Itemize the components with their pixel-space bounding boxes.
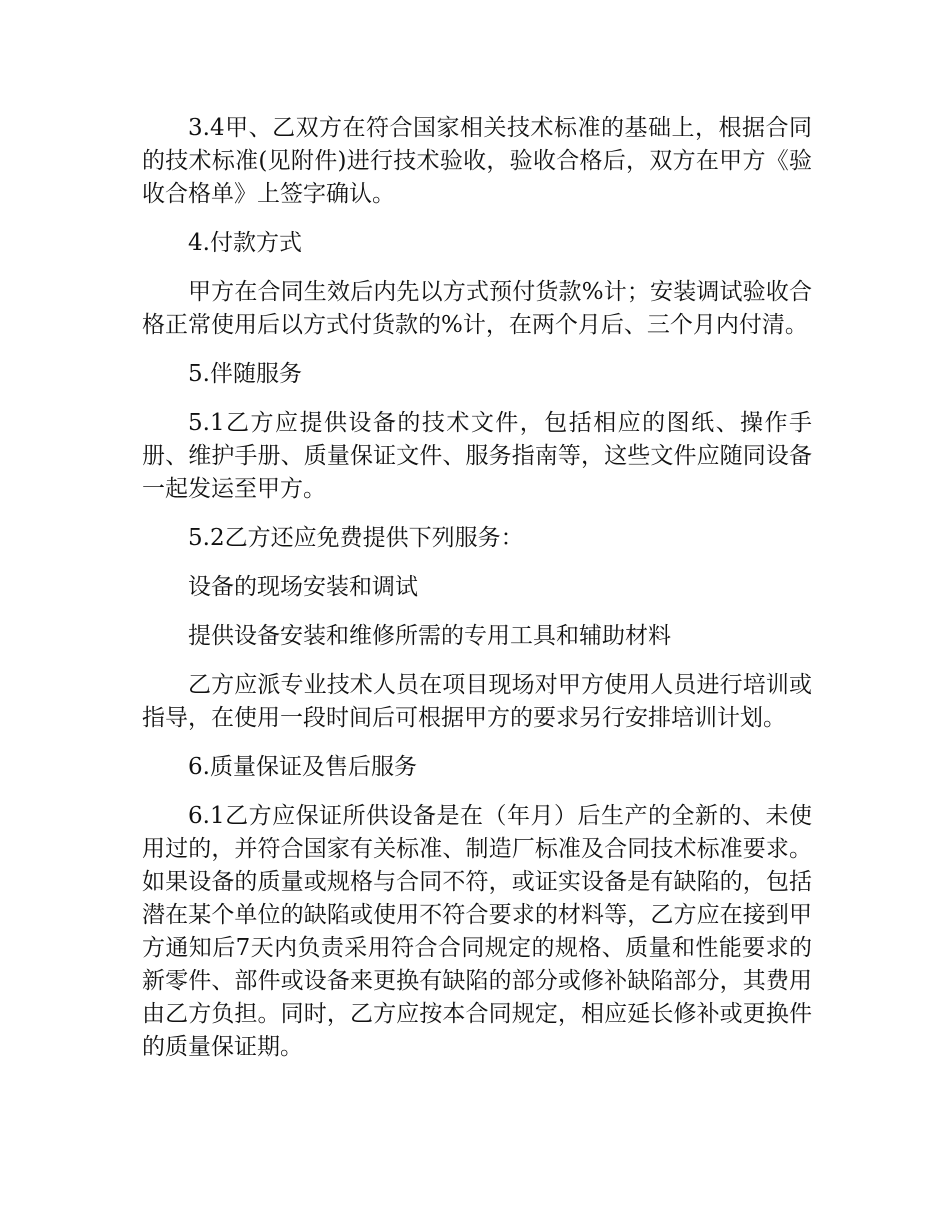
heading-quality-assurance: 6.质量保证及售后服务 — [188, 754, 417, 780]
paragraph-training: 乙方应派专业技术人员在项目现场对甲方使用人员进行培训或指导，在使用一段时间后可根据甲方的要求另行安排培训计划。 — [142, 672, 812, 731]
paragraph-payment-terms: 甲方在合同生效后内先以方式预付货款%计；安装调试验收合格正常使用后以方式付货款的%计，在两个月后、三个月内付清。 — [142, 279, 812, 338]
heading-payment-method: 4.付款方式 — [188, 230, 302, 256]
document-body — [142, 112, 812, 1080]
paragraph-acceptance-3-4: 3.4甲、乙双方在符合国家相关技术标准的基础上，根据合同的技术标准(见附件)进行技术验收，验收合格后，双方在甲方《验收合格单》上签字确认。 — [142, 115, 812, 207]
paragraph-technical-documents-5-1: 5.1乙方应提供设备的技术文件，包括相应的图纸、操作手册、维护手册、质量保证文件、服务指南等，这些文件应随同设备一起发运至甲方。 — [142, 410, 812, 502]
heading-accompanying-services: 5.伴随服务 — [188, 361, 302, 387]
list-item-installation: 设备的现场安装和调试 — [188, 574, 418, 600]
paragraph-free-services-5-2: 5.2乙方还应免费提供下列服务： — [188, 525, 524, 551]
paragraph-quality-guarantee-6-1: 6.1乙方应保证所供设备是在（年月）后生产的全新的、未使用过的，并符合国家有关标准、制造厂标准及合同技术标准要求。如果设备的质量或规格与合同不符，或证实设备是有缺陷的，包括潜在某个单位的缺陷或使用不符合要求的材料等，乙方应在接到甲方通知后7天内负责采用符合合同规定的规格、质量和性能要求的新零件、部件或设备来更换有缺陷的部分或修补缺陷部分，其费用由乙方负担。同时，乙方应按本合同规定，相应延长修补或更换件的质量保证期。 — [142, 803, 812, 1060]
list-item-special-tools: 提供设备安装和维修所需的专用工具和辅助材料 — [188, 623, 671, 649]
